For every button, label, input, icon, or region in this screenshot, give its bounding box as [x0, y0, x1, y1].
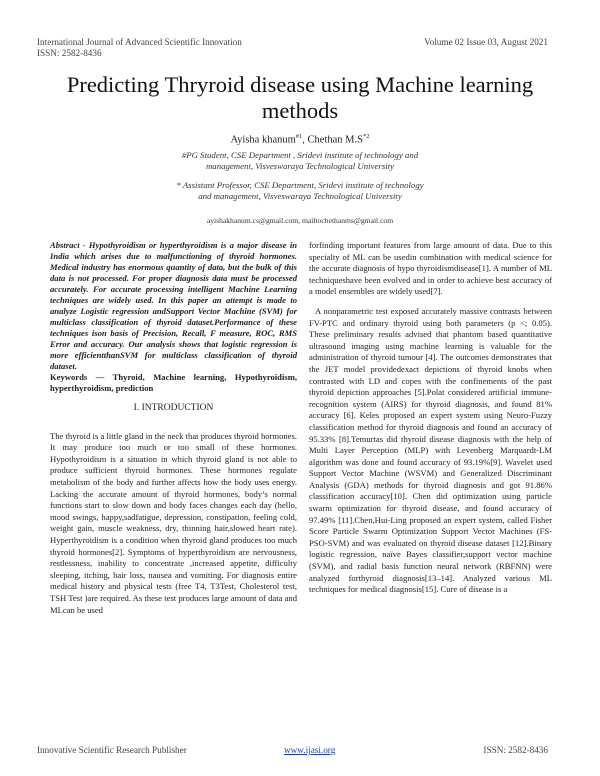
paper-title: Predicting Thryroid disease using Machine learning methods	[66, 72, 534, 123]
author-emails: ayishakhanum.cs@gmail.com, mailtochethanms@gmail.com	[206, 216, 394, 225]
author-1-marker: #1	[295, 133, 303, 140]
footer-issn: ISSN: 2582-8436	[483, 745, 548, 755]
footer-publisher: Innovative Scientific Research Publisher	[37, 745, 187, 755]
left-column	[50, 240, 297, 622]
author-2-marker: *2	[362, 133, 370, 140]
running-header-left	[37, 37, 242, 59]
footer-url-link[interactable]: www.ijasi.org	[284, 745, 336, 755]
affiliation-1: #PG Student, CSE Department , Sridevi institute of technology and management, Visveswaraya Technological University	[181, 150, 419, 171]
author-2: Chethan M.S	[307, 134, 363, 146]
header-issn: ISSN: 2582-8436	[37, 48, 102, 58]
journal-name: International Journal of Advanced Scientific Innovation	[37, 37, 242, 47]
intro-paragraph-left: The thyroid is a little gland in the neck that produces thyroid hormones. It may produce too much or too small of these hormones. Hypothyroidism is a situation in which thyroid gland is not able to produce sufficient thyroid hormones. These hormones regulate metabolism of the body and further affects how the body uses energy. Lacking the accurate amount of thyroid hormones, body’s normal functions start to slow down and body faces changes each day (hello, mood swings, happy,sadfatigue, depression, constipation, feeling cold, weight gain, muscle weakness, dry, thinning hair,slowed heart rate). Hyperthyroidism is a condition when thyroid gland produces too much thyroid hormones[2]. Symptoms of hyperthyroidism are nervousness, restlessness, inability to concentrate ,increased appetite, difficulty sleeping, itching, hair loss, nausea and vomiting. For diagnosis entire medical history and physical tests (free T4, T3Test, Cholesterol test, TSH Test )are required. As these test produces large amount of data and MLcan be used	[50, 430, 297, 615]
authors-line	[0, 130, 600, 147]
section-heading-introduction: I. INTRODUCTION	[133, 403, 214, 413]
intro-paragraph-right-2: A nonparametric test exposed accurately massive contrasts between FV-PTC and ordinary thyroid using both parameters (p <; 0.05). These preliminary results advised that phantom based quantitative ultrasound imaging using machine learning is valuable for the administration of thyroid tumour [4]. The outcomes demonstrates that the JET model providedexact depictions of thyroid knobs when contrasted with LD and copes with the confinements of the past thyroid depiction approaches [5].Polat considered artificial immune- recognition system (AIRS) for thyroid diagnosis, and found 81% accuracy [6]. Keles proposed an expert system using Neuro-Fuzzy classification method for thyroid diagnosis and found an accuracy of 95.33% [8].Temurtas did thyroid disease diagnosis with the help of Multi Layer Perception (MLP) with Levenberg Marquardt-LM algorithm was done and found accuracy of 93.19%[9]. Wavelet used Support Vector Machine (WSVM) and Generalized Discriminant Analysis (GDA) methods for thyroid diagnosis and got 91.86% classification accuracy[10]. Chen did optimization using particle swarm optimization for thyroid disease, and found accuracy of 97.49% [11].Chen,Hui-Ling proposed an expert system, called Fisher Score Particle Swarm Optimization Support Vector Machines (FS-PSO-SVM) and was evaluated on thyroid disease dataset [12].Binary logistic regression, naïve Bayes classifier,support vector machine (SVM), and radial basis function neural network (RBFNN) were analyzed forthyroid diagnosis[13–14]. Analyzed various ML techniques for medical diagnosis[15]. Cure of disease is a	[309, 305, 552, 595]
abstract: Abstract - Hypothyroidism or hyperthyroidism is a major disease in India which arises due to malfunctioning of thyroid hormones. Medical industry has enormous quantity of data, but the bulk of this data is not processed. For proper diagnosis data must be processed accurately. For accurate processing intelligent Machine Learning techniques are widely used. In this paper an attempt is made to analyze Logistic regression andSupport Vector Machine (SVM) for multiclass classification of thyroid dataset.Performance of these techniques ison basis of Precision, Recall, F measure, ROC, RMS Error and accuracy. Our analysis shows that logistic regression is more efficientthanSVM for multiclass classification of thyroid dataset.	[50, 240, 297, 371]
affiliation-2: * Assistant Professor, CSE Department, Sridevi institute of technology and management, Visveswaraya Technological University	[176, 180, 424, 201]
author-1: Ayisha khanum	[230, 134, 296, 146]
keywords: Keywords — Thyroid, Machine learning, Hypothyroidism, hyperthyroidism, prediction	[50, 372, 297, 393]
intro-paragraph-right-1: forfinding important features from large amount of data. Due to this specialty of ML can be usedin combination with medical science for the accurate diagnosis of hypo thyroidismdisease[1]. A number of ML techniqueshave been evolved and in order to achieve best accuracy of a model ensembles are widely used[7].	[309, 240, 552, 297]
right-column	[309, 240, 552, 602]
volume-issue: Volume 02 Issue 03, August 2021	[424, 37, 548, 47]
author-separator: ,	[302, 134, 308, 146]
